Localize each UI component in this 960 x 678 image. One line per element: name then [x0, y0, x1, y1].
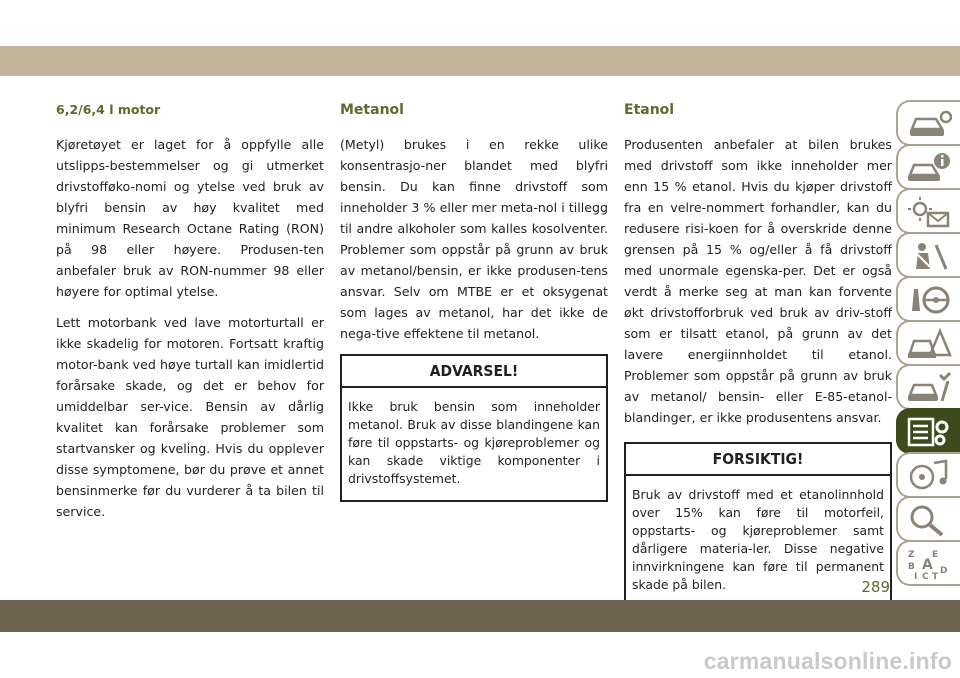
- paragraph: Produsenten anbefaler at bilen brukes med drivstoff som ikke inneholder mer enn 15 % etanol. Hvis du kjøper drivstoff fra en velre-nommert forhandler, kan du redusere risi-koen for å overskride denne grensen på 15 % og/eller å få drivstoff med unormale egenska-per. Det er også verdt å merke seg at man kan forvente økt drivstofforbruk ved bruk av driv-stoff som er tilsatt etanol, på grunn av det lavere energiinnholdet til etanol. Problemer som oppstår på grunn av bruk av metanol/ bensin- eller E-85-etanol-blandinger, er ikke produsentens ansvar.: [624, 137, 892, 425]
- paragraph: Kjøretøyet er laget for å oppfylle alle utslipps-bestemmelser og gi utmerket drivstofføko-nomi og ytelse ved bruk av blyfri bensin av høy kvalitet med minimum Research Octane Rating (RON) på 98 eller høyere. Produsen-ten anbefaler bruk av RON-nummer 98 eller høyere for optimal ytelse.: [56, 137, 324, 299]
- svg-text:E: E: [932, 550, 939, 560]
- caution-body: [626, 476, 890, 606]
- tab-emergency[interactable]: [896, 320, 960, 366]
- multimedia-icon: [906, 459, 952, 493]
- paragraph: Lett motorbank ved lave motorturtall er ikke skadelig for motoren. Fortsatt kraftig motor-bank ved høye turtall kan imidlertid forårsake skade, og det er behov for umiddelbar ser-vice. Bensin av dårlig kvalitet kan forårsake problemer som startvansker og kveling. Hvis du opplever disse symptomene, bør du prøve et annet bensinmerke før du vurderer å ta bilen til service.: [56, 315, 324, 519]
- airbag-seatbelt-icon: [906, 239, 952, 273]
- tab-specifications[interactable]: [896, 408, 960, 454]
- caution-box: [624, 442, 892, 608]
- search-index-icon: [906, 503, 952, 537]
- emergency-triangle-icon: [906, 327, 952, 361]
- car-service-icon: [906, 371, 952, 405]
- column-engine: [56, 100, 324, 532]
- tab-car-exterior[interactable]: [896, 100, 960, 146]
- caution-title: FORSIKTIG!: [626, 444, 890, 476]
- tab-car-info[interactable]: [896, 144, 960, 190]
- warning-title: ADVARSEL!: [342, 356, 606, 388]
- svg-text:B: B: [908, 562, 915, 572]
- caution-text: Bruk av drivstoff med et etanolinnhold over 15% kan føre til motorfeil, oppstarts- og kjøreproblemer samt dårligere materia-ler. Disse negative innvirkningene kan føre til permanent skade på bilen.: [632, 487, 884, 592]
- tab-multimedia[interactable]: [896, 452, 960, 498]
- section-heading-engine: 6,2/6,4 l motor: [56, 102, 161, 117]
- header-band: [0, 46, 960, 76]
- tab-search[interactable]: [896, 496, 960, 542]
- watermark: carmanualsonline.info: [703, 648, 952, 674]
- section-heading-ethanol: Etanol: [624, 102, 675, 118]
- tab-steering[interactable]: [896, 276, 960, 322]
- language-index-icon: [906, 547, 952, 581]
- warning-text: Ikke bruk bensin som inneholder metanol. Bruk av disse blandingene kan føre til oppstarts- og kjøreproblemer og kan skade viktige komponenter i drivstoffsystemet.: [348, 399, 600, 486]
- svg-text:Z: Z: [908, 550, 915, 560]
- tab-airbag-seatbelt[interactable]: [896, 232, 960, 278]
- tab-warning-lights[interactable]: [896, 188, 960, 234]
- svg-text:A: A: [922, 557, 933, 573]
- page-number: 289: [861, 578, 890, 596]
- section-heading-methanol: Metanol: [340, 102, 404, 118]
- svg-text:D: D: [940, 566, 948, 576]
- tab-index[interactable]: [896, 540, 960, 586]
- svg-text:I: I: [914, 572, 918, 581]
- top-margin: [0, 0, 960, 46]
- specifications-icon: [906, 415, 952, 449]
- paragraph: (Metyl) brukes i en rekke ulike konsentrasjo-ner blandet med blyfri bensin. Du kan finne drivstoff som inneholder 3 % eller mer meta-nol i tillegg til andre alkoholer som kalles kosolventer. Problemer som oppstår på grunn av bruk av metanol/bensin, er ikke produsen-tens ansvar. Selv om MTBE er et oksygenat som lages av metanol, har det ikke de nega-tive effektene til metanol.: [340, 137, 608, 341]
- tab-service[interactable]: [896, 364, 960, 410]
- column-methanol: [340, 100, 608, 502]
- car-info-icon: [906, 151, 952, 185]
- warning-lights-icon: [906, 195, 952, 229]
- warning-body: [342, 388, 606, 500]
- car-exterior-icon: [906, 107, 952, 141]
- svg-text:C: C: [922, 572, 929, 581]
- svg-text:T: T: [932, 572, 939, 581]
- warning-box: [340, 354, 608, 502]
- column-ethanol: [624, 100, 892, 608]
- footer-band: [0, 600, 960, 632]
- steering-wheel-icon: [906, 283, 952, 317]
